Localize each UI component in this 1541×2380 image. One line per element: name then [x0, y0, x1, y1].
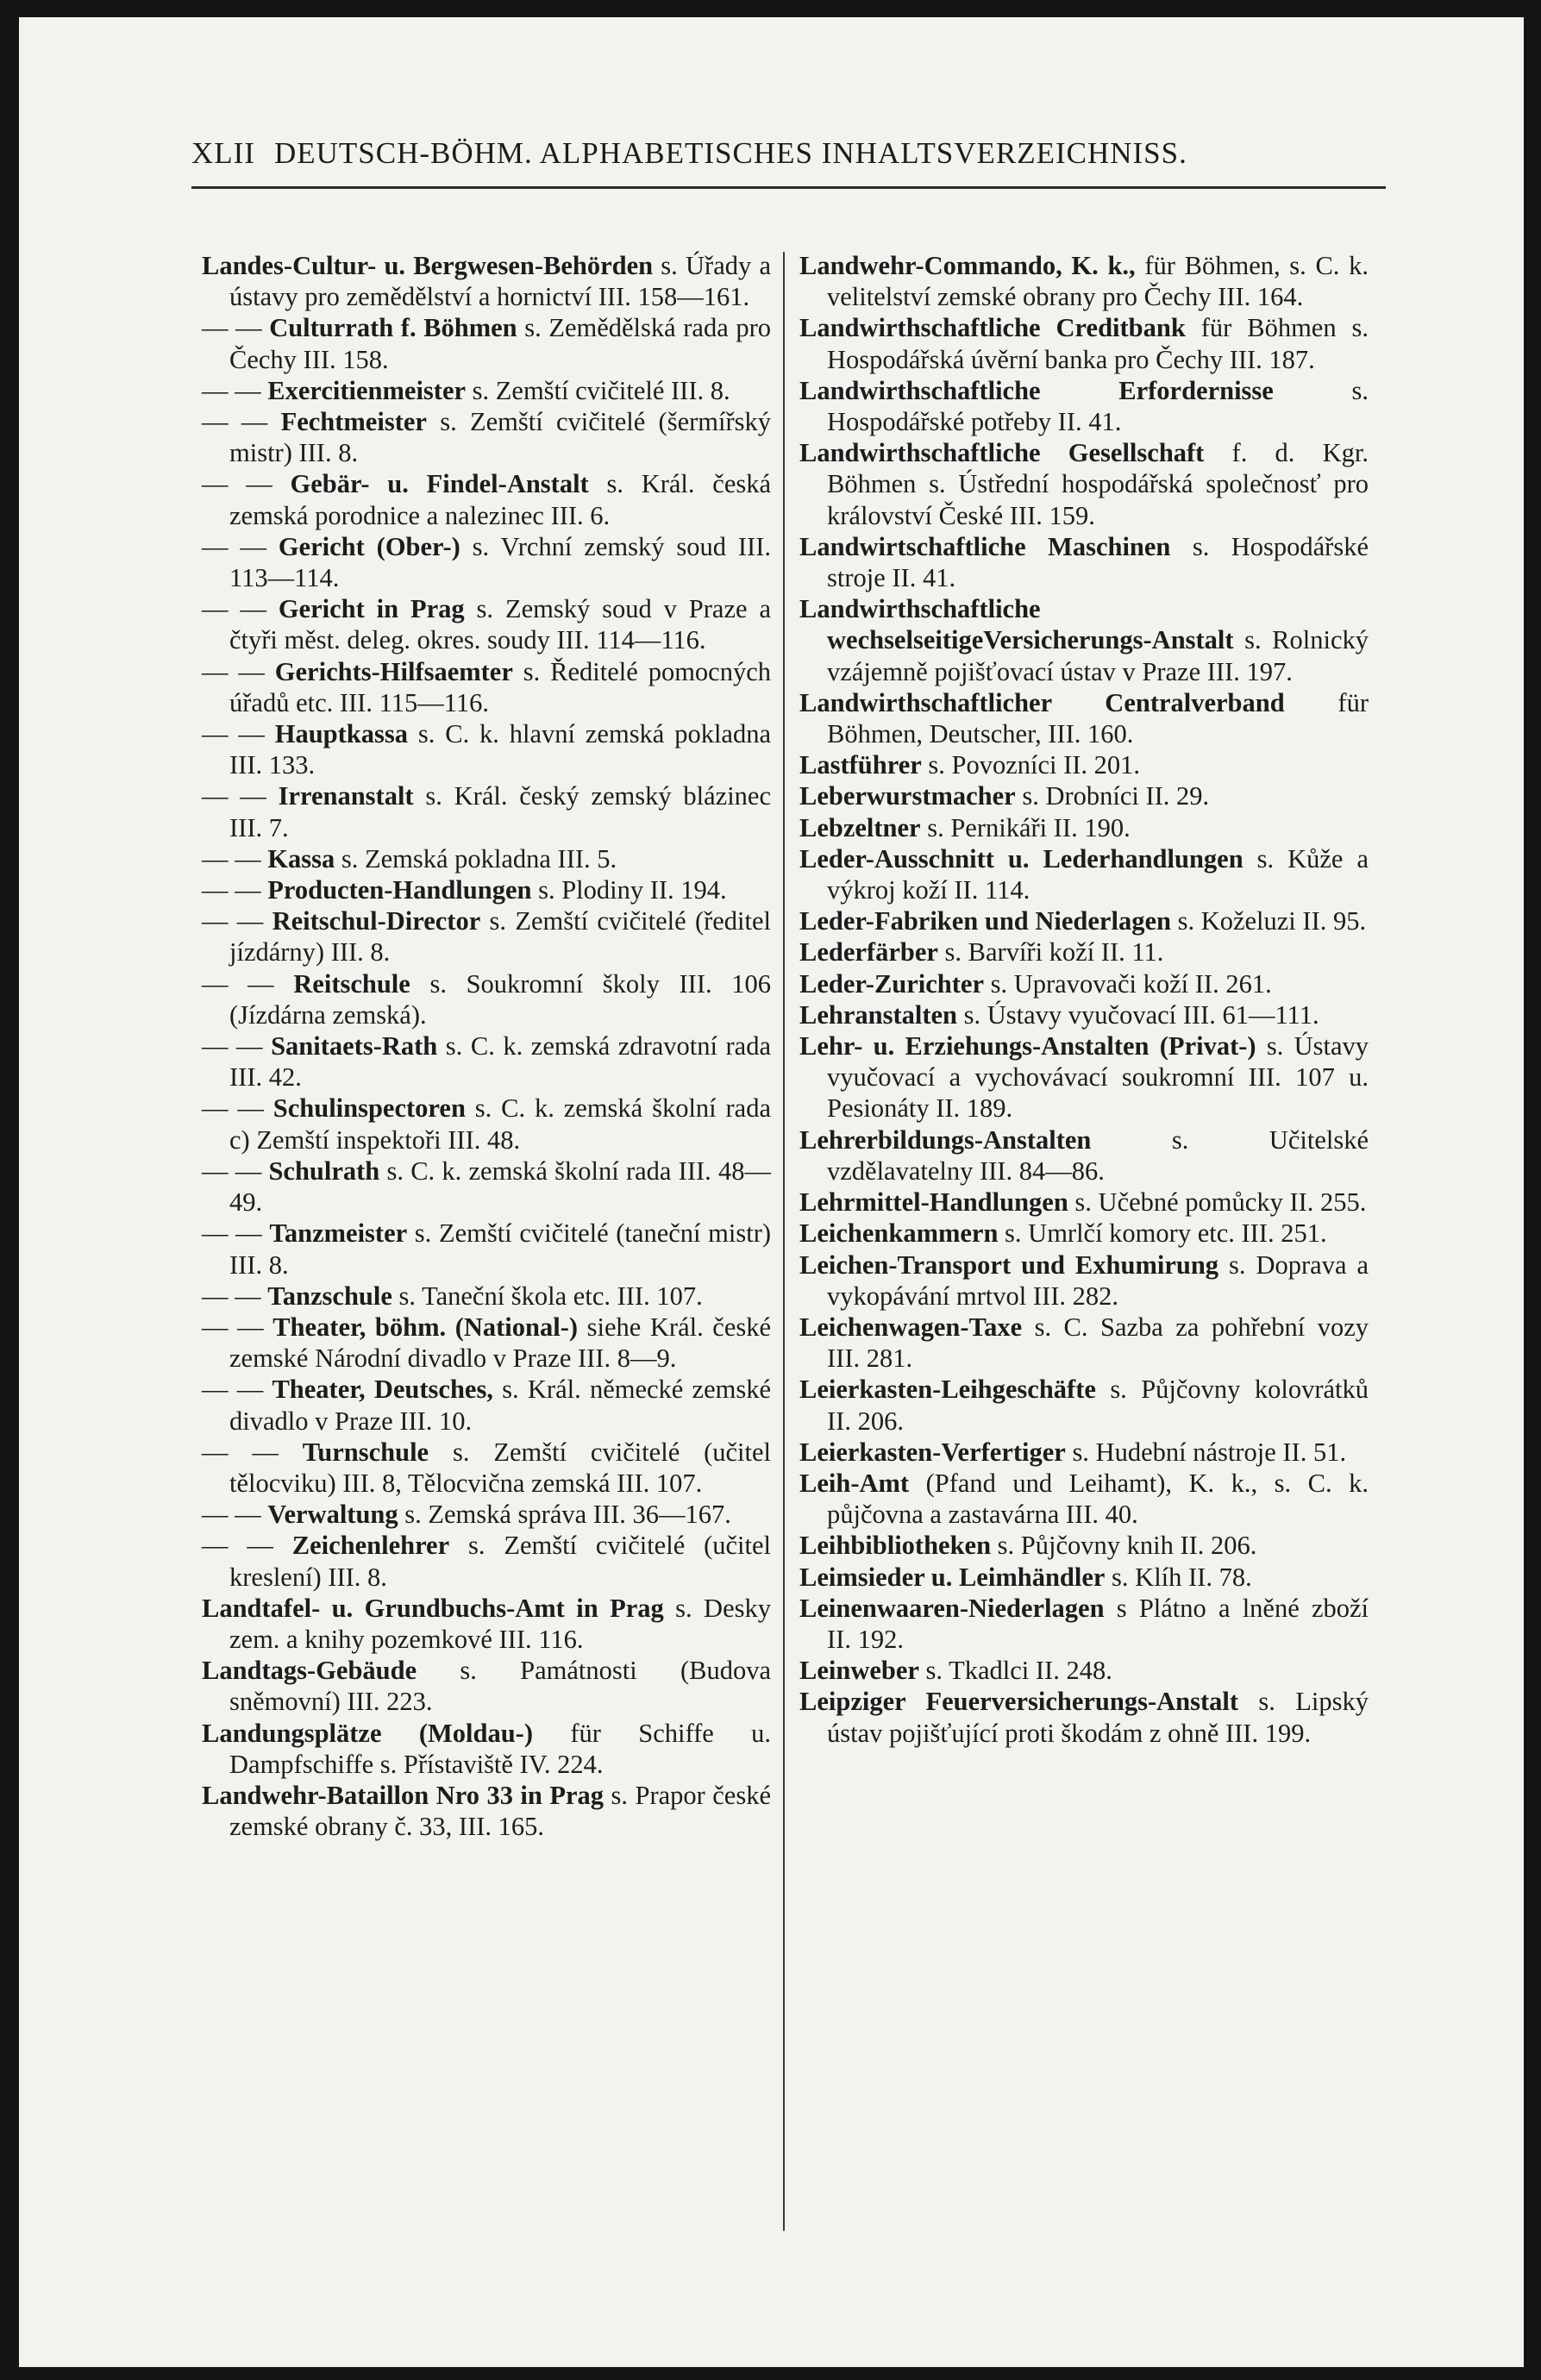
index-entry	[799, 1655, 1369, 1686]
entry-reference: s. Zemští cvičitelé III. 8.	[466, 375, 730, 405]
entry-reference: siehe Král. české zemské Národní divadlo v Praze III. 8—9.	[229, 1312, 772, 1374]
continuation-dash: — —	[202, 1156, 269, 1186]
continuation-dash: — —	[202, 719, 275, 749]
entry-reference: s. Zemští cvičitelé (ředitel jízdárny) III. 8.	[229, 906, 772, 968]
index-entry	[202, 1312, 771, 1374]
continuation-dash: — —	[202, 875, 268, 905]
index-entry	[799, 687, 1369, 749]
entry-term: Hauptkassa	[274, 719, 408, 749]
entry-term: Landwirthschaftliche wechselseitigeVersicherungs-Anstalt	[799, 594, 1234, 655]
index-entry	[799, 1468, 1369, 1530]
entry-reference: s. Koželuzi II. 95.	[1170, 906, 1367, 936]
header-rule	[191, 186, 1386, 189]
entry-reference: (Pfand und Leihamt), K. k., s. C. k. půjčovna a zastavárna III. 40.	[827, 1468, 1369, 1530]
entry-reference: s. Ústavy vyučovací III. 61—111.	[957, 999, 1319, 1030]
index-entry	[799, 1312, 1369, 1374]
continuation-dash: — —	[202, 1437, 303, 1467]
continuation-dash: — —	[202, 1093, 273, 1124]
entry-term: Leichen-Transport und Exhumirung	[799, 1250, 1219, 1280]
entry-term: Reitschul-Director	[272, 906, 481, 936]
index-entry	[799, 1437, 1369, 1468]
entry-reference: s. Učebné pomůcky II. 255.	[1068, 1187, 1367, 1218]
entry-term: Kassa	[267, 843, 335, 874]
entry-reference: s. Rolnický vzájemně pojišťovací ústav v Praze III. 197.	[827, 625, 1369, 686]
entry-term: Lehrmittel-Handlungen	[799, 1187, 1068, 1218]
entry-reference: s. C. k. zemská zdravotní rada III. 42.	[229, 1031, 771, 1093]
index-entry	[799, 936, 1369, 968]
index-entry	[799, 375, 1369, 437]
continuation-dash: — —	[202, 1281, 268, 1311]
index-entry	[799, 1250, 1369, 1312]
entry-reference: s. Zemědělská rada pro Čechy III. 158.	[229, 313, 772, 374]
index-entry	[799, 968, 1369, 999]
entry-term: Turnschule	[302, 1437, 429, 1467]
page-number: XLII	[191, 136, 255, 170]
entry-term: Leichenwagen-Taxe	[799, 1312, 1023, 1342]
entry-term: Leihbibliotheken	[799, 1531, 992, 1561]
entry-reference: s. Ústavy vyučovací a vychovávací soukromní III. 107 u. Pesionáty II. 189.	[827, 1031, 1369, 1124]
entry-reference: s. Zemská správa III. 36—167.	[398, 1500, 731, 1530]
continuation-dash: — —	[202, 407, 281, 437]
index-entry	[202, 406, 771, 468]
entry-term: Landwirtschaftliche Maschinen	[799, 531, 1171, 561]
entry-term: Landwirthschaftliche Creditbank	[799, 313, 1186, 343]
entry-reference: s. Plodiny II. 194.	[531, 875, 727, 905]
entry-reference: s. Zemští cvičitelé (učitel kreslení) III. 8.	[229, 1531, 771, 1592]
continuation-dash: — —	[202, 594, 279, 624]
index-entry	[202, 843, 771, 874]
entry-term: Tanzschule	[267, 1281, 392, 1311]
entry-reference: s. Doprava a vykopávání mrtvol III. 282.	[827, 1250, 1369, 1311]
entry-term: Landwirthschaftliche Erfordernisse	[799, 375, 1274, 405]
entry-reference: s. Ředitelé pomocných úřadů etc. III. 115—116.	[229, 656, 772, 717]
entry-reference: s. Prapor české zemské obrany č. 33, III. 165.	[229, 1780, 772, 1842]
entry-term: Landwirthschaftliche Gesellschaft	[799, 438, 1205, 468]
entry-term: Leimsieder u. Leimhändler	[799, 1562, 1106, 1592]
index-entry	[799, 1218, 1369, 1249]
entry-reference: s. Učitelské vzdělavatelny III. 84—86.	[827, 1124, 1369, 1186]
index-entry	[202, 780, 771, 842]
index-entry	[799, 1124, 1369, 1187]
entry-term: Irrenanstalt	[278, 781, 414, 811]
index-entry	[799, 593, 1369, 687]
entry-term: Landwehr-Bataillon Nro 33 in Prag	[202, 1780, 604, 1810]
page-header	[191, 136, 1381, 188]
entry-term: Landes-Cultur- u. Bergwesen-Behörden	[202, 251, 654, 280]
entry-term: Landungsplätze (Moldau-)	[202, 1718, 533, 1748]
entry-term: Fechtmeister	[280, 407, 427, 437]
index-entry	[202, 375, 771, 406]
index-entry	[202, 1593, 771, 1655]
entry-reference: s. Půjčovny knih II. 206.	[991, 1531, 1257, 1561]
continuation-dash: — —	[202, 1218, 270, 1249]
entry-term: Producten-Handlungen	[267, 875, 532, 905]
entry-term: Leierkasten-Leihgeschäfte	[799, 1375, 1096, 1405]
entry-term: Lebzeltner	[799, 812, 921, 842]
continuation-dash: — —	[202, 1031, 272, 1062]
entry-term: Zeichenlehrer	[291, 1531, 450, 1561]
entry-term: Leder-Ausschnitt u. Lederhandlungen	[799, 843, 1243, 874]
index-entry	[799, 1686, 1369, 1748]
continuation-dash: — —	[202, 656, 275, 686]
entry-reference: s. Drobníci II. 29.	[1015, 781, 1210, 811]
entry-reference: s. C. Sazba za pohřební vozy III. 281.	[827, 1312, 1369, 1374]
entry-reference: s. Kůže a výkroj koží II. 114.	[827, 843, 1369, 905]
entry-reference: s. Hudební nástroje II. 51.	[1065, 1437, 1347, 1467]
entry-reference: s Plátno a lněné zboží II. 192.	[827, 1593, 1369, 1654]
index-entry	[799, 531, 1369, 593]
index-entry	[799, 1562, 1369, 1593]
continuation-dash: — —	[202, 781, 279, 811]
entry-term: Theater, Deutsches,	[272, 1375, 493, 1405]
entry-term: Leierkasten-Verfertiger	[799, 1437, 1066, 1467]
entry-reference: s. Tkadlci II. 248.	[918, 1656, 1112, 1686]
index-entry	[202, 1281, 771, 1312]
index-entry	[202, 1499, 771, 1530]
entry-reference: für Böhmen, s. C. k. velitelství zemské obrany pro Čechy III. 164.	[827, 251, 1369, 312]
index-entry	[799, 312, 1369, 374]
entry-reference: für Böhmen s. Hospodářská úvěrní banka pro Čechy III. 187.	[827, 313, 1369, 374]
entry-reference: s. Lipský ústav pojišťující proti škodám z ohně III. 199.	[827, 1687, 1369, 1748]
entry-term: Leberwurstmacher	[799, 781, 1016, 811]
continuation-dash: — —	[202, 313, 270, 343]
entry-term: Lastführer	[799, 750, 922, 780]
entry-term: Leipziger Feuerversicherungs-Anstalt	[799, 1687, 1239, 1717]
continuation-dash: — —	[202, 531, 279, 561]
index-entry	[202, 656, 771, 718]
right-column	[799, 250, 1369, 1749]
entry-reference: s. Hospodářské stroje II. 41.	[827, 531, 1369, 593]
entry-term: Exercitienmeister	[267, 375, 467, 405]
entry-term: Leih-Amt	[799, 1468, 910, 1498]
entry-term: Gebär- u. Findel-Anstalt	[290, 469, 589, 499]
index-entry	[799, 1530, 1369, 1561]
entry-term: Leinweber	[799, 1656, 919, 1686]
entry-term: Leichenkammern	[799, 1218, 999, 1249]
index-entry	[799, 812, 1369, 843]
index-entry	[799, 1030, 1369, 1124]
entry-reference: s. Úřady a ústavy pro zemědělství a hornictví III. 158—161.	[229, 251, 771, 312]
continuation-dash: — —	[202, 1312, 273, 1342]
entry-reference: s. Zemský soud v Praze a čtyři měst. deleg. okres. soudy III. 114—116.	[229, 594, 771, 655]
entry-reference: s. Soukromní školy III. 106 (Jízdárna zemská).	[229, 968, 772, 1030]
entry-reference: für Schiffe u. Dampfschiffe s. Přístaviště IV. 224.	[229, 1718, 772, 1779]
entry-term: Leder-Fabriken und Niederlagen	[799, 906, 1171, 936]
continuation-dash: — —	[202, 375, 268, 405]
index-entry	[202, 250, 771, 312]
entry-term: Schulinspectoren	[272, 1093, 466, 1124]
index-entry	[202, 905, 771, 968]
index-entry	[202, 1218, 771, 1280]
index-entry	[799, 843, 1369, 905]
continuation-dash: — —	[202, 968, 294, 999]
index-entry	[202, 593, 771, 655]
index-entry	[202, 1093, 771, 1155]
entry-reference: s. Klíh II. 78.	[1105, 1562, 1252, 1592]
index-entry	[202, 1718, 771, 1780]
column-divider	[783, 252, 785, 2231]
index-entry	[202, 1156, 771, 1218]
entry-term: Landtags-Gebäude	[202, 1656, 417, 1686]
index-entry	[202, 312, 771, 374]
entry-reference: s. Král. německé zemské divadlo v Praze III. 10.	[229, 1375, 771, 1436]
index-entry	[799, 999, 1369, 1030]
continuation-dash: — —	[202, 1531, 292, 1561]
continuation-dash: — —	[202, 469, 291, 499]
entry-reference: s. Památnosti (Budova sněmovní) III. 223.	[229, 1656, 771, 1717]
entry-reference: s. Zemští cvičitelé (šermířský mistr) III. 8.	[229, 407, 771, 468]
entry-term: Lederfärber	[799, 937, 938, 968]
entry-term: Landtafel- u. Grundbuchs-Amt in Prag	[202, 1593, 664, 1623]
entry-reference: s. Taneční škola etc. III. 107.	[392, 1281, 703, 1311]
index-entry	[202, 1030, 771, 1093]
continuation-dash: — —	[202, 906, 272, 936]
entry-term: Gericht (Ober-)	[278, 531, 460, 561]
continuation-dash: — —	[202, 843, 268, 874]
entry-term: Lehranstalten	[799, 999, 957, 1030]
index-entry	[202, 1655, 771, 1717]
index-entry	[799, 780, 1369, 811]
entry-term: Gerichts-Hilfsaemter	[274, 656, 513, 686]
index-entry	[799, 1374, 1369, 1436]
entry-reference: s. Desky zem. a knihy pozemkové III. 116.	[229, 1593, 771, 1654]
index-entry	[202, 531, 771, 593]
index-entry	[202, 1530, 771, 1592]
entry-term: Reitschule	[293, 968, 410, 999]
entry-term: Theater, böhm. (National-)	[272, 1312, 579, 1342]
entry-term: Lehr- u. Erziehungs-Anstalten (Privat-)	[799, 1031, 1256, 1062]
book-page	[19, 17, 1524, 2367]
entry-reference: s. Král. český zemský blázinec III. 7.	[229, 781, 771, 842]
entry-reference: s. Půjčovny kolovrátků II. 206.	[827, 1375, 1369, 1436]
running-title: DEUTSCH-BÖHM. ALPHABETISCHES INHALTSVERZEICHNISS.	[273, 136, 1187, 170]
entry-term: Tanzmeister	[269, 1218, 408, 1249]
entry-reference: s. Král. česká zemská porodnice a nalezinec III. 6.	[229, 469, 772, 530]
index-entry	[202, 1780, 771, 1842]
entry-term: Verwaltung	[267, 1500, 398, 1530]
entry-term: Landwirthschaftlicher Centralverband	[799, 687, 1285, 717]
index-entry	[202, 874, 771, 905]
index-entry	[799, 437, 1369, 531]
index-entry	[202, 1437, 771, 1499]
entry-reference: s. Vrchní zemský soud III. 113—114.	[229, 531, 771, 593]
continuation-dash: — —	[202, 1375, 272, 1405]
index-entry	[799, 250, 1369, 312]
index-entry	[799, 1187, 1369, 1218]
entry-reference: s. C. k. zemská školní rada c) Zemští inspektoři III. 48.	[229, 1093, 772, 1155]
entry-reference: s. Zemští cvičitelé (učitel tělocviku) III. 8, Tělocvična zemská III. 107.	[229, 1437, 772, 1498]
entry-reference: s. Pernikáři II. 190.	[920, 812, 1131, 842]
index-entry	[202, 718, 771, 780]
entry-reference: s. Barvíři koží II. 11.	[937, 937, 1164, 968]
entry-term: Schulrath	[268, 1156, 380, 1186]
entry-term: Landwehr-Commando, K. k.,	[799, 251, 1136, 280]
index-entry	[799, 749, 1369, 780]
continuation-dash: — —	[202, 1500, 268, 1530]
entry-reference: s. Povozníci II. 201.	[921, 750, 1141, 780]
index-entry	[202, 1374, 771, 1436]
entry-reference: s. C. k. hlavní zemská pokladna III. 133.	[229, 719, 772, 780]
index-entry	[202, 468, 771, 530]
entry-reference: für Böhmen, Deutscher, III. 160.	[827, 687, 1369, 749]
entry-reference: f. d. Kgr. Böhmen s. Ústřední hospodářská společnosť pro království České III. 159.	[827, 438, 1369, 530]
entry-term: Culturrath f. Böhmen	[269, 313, 517, 343]
index-entry	[799, 1593, 1369, 1655]
index-entry	[799, 905, 1369, 936]
entry-reference: s. Zemští cvičitelé (taneční mistr) III. 8.	[229, 1218, 772, 1280]
entry-term: Lehrerbildungs-Anstalten	[799, 1124, 1092, 1155]
left-column	[202, 250, 771, 1842]
entry-term: Sanitaets-Rath	[271, 1031, 438, 1062]
entry-reference: s. Hospodářské potřeby II. 41.	[827, 375, 1369, 437]
index-entry	[202, 968, 771, 1030]
entry-reference: s. C. k. zemská školní rada III. 48—49.	[229, 1156, 772, 1218]
entry-reference: s. Zemská pokladna III. 5.	[335, 843, 617, 874]
entry-term: Leder-Zurichter	[799, 968, 984, 999]
entry-reference: s. Umrlčí komory etc. III. 251.	[998, 1218, 1327, 1249]
entry-term: Leinenwaaren-Niederlagen	[799, 1593, 1105, 1623]
entry-reference: s. Upravovači koží II. 261.	[984, 968, 1272, 999]
entry-term: Gericht in Prag	[278, 594, 465, 624]
